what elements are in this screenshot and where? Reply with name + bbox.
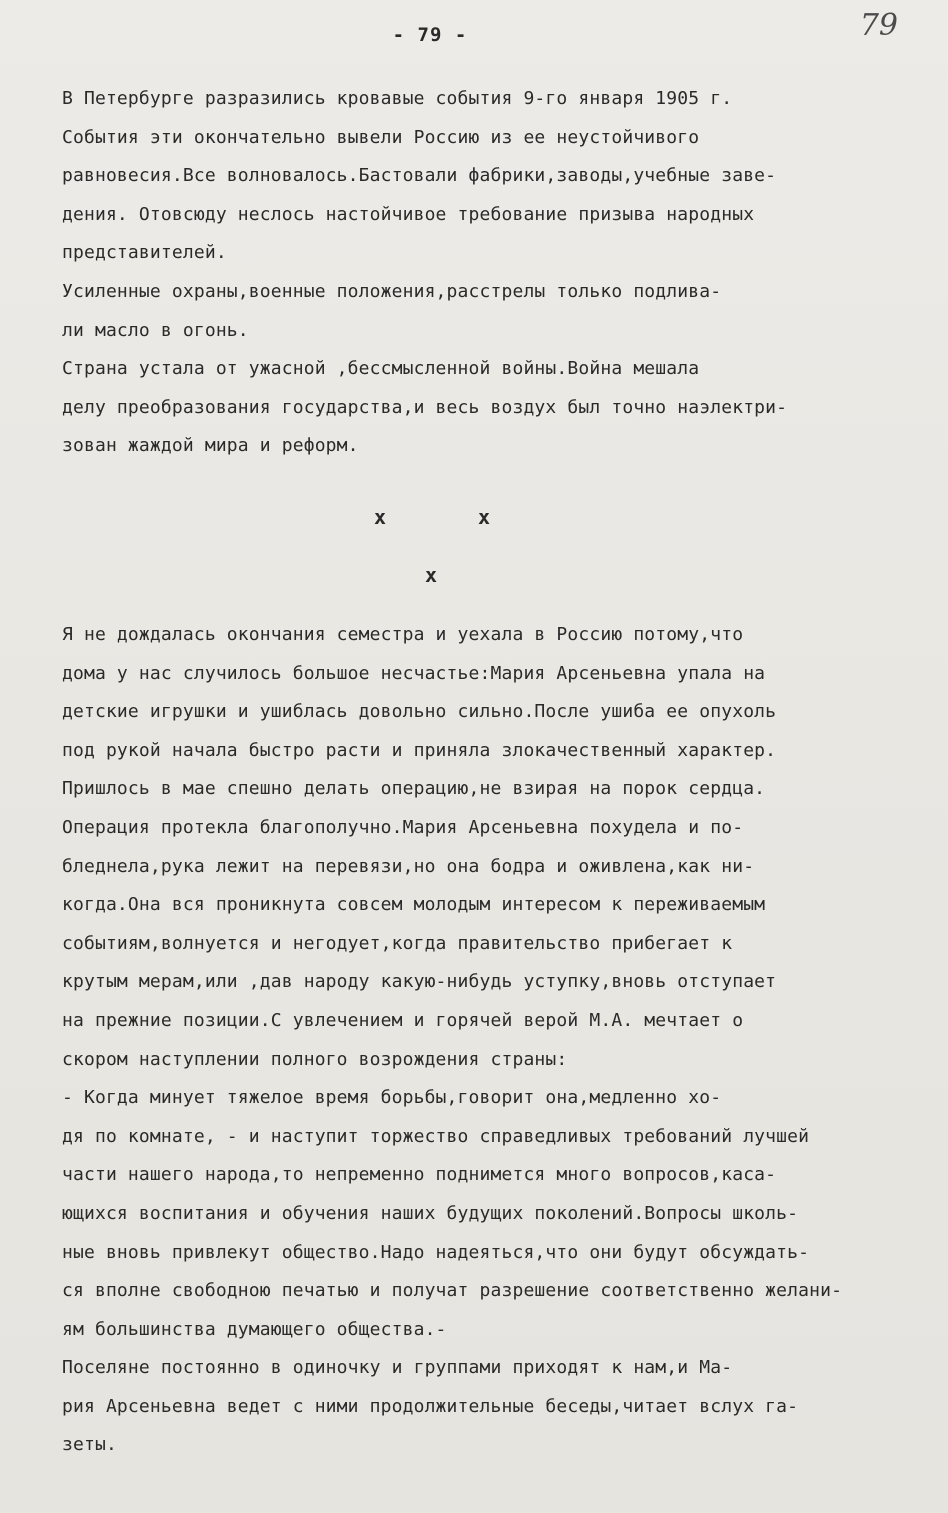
paragraph-block-2 <box>62 616 910 1465</box>
text-line: Я не дождалась окончания семестра и уехала в Россию потому,что <box>62 624 744 645</box>
text-line: - Когда минует тяжелое время борьбы,говорит она,медленно хо- <box>62 1087 722 1109</box>
text-line: ющихся воспитания и обучения наших будущих поколений.Вопросы школь- <box>62 1202 799 1224</box>
text-line: Поселяне постоянно в одиночку и группами приходят к нам,и Ма- <box>62 1357 733 1379</box>
text-line: В Петербурге разразились кровавые события 9-го января 1905 г. <box>62 88 733 109</box>
text-line: дя по комнате, - и наступит торжество справедливых требований лучшей <box>62 1125 810 1147</box>
text-line: событиям,волнуется и негодует,когда правительство прибегает к <box>62 932 733 954</box>
text-line: детские игрушки и ушиблась довольно сильно.После ушиба ее опухоль <box>62 701 777 723</box>
text-line: крутым мерам,или ,дав народу какую-нибудь уступку,вновь отступает <box>62 971 777 993</box>
separator-mark: x <box>478 505 491 529</box>
paragraph-block-1 <box>62 80 910 466</box>
text-line: дения. Отовсюду неслось настойчивое требование призыва народных <box>62 203 755 225</box>
text-line: скором наступлении полного возрождения страны: <box>62 1048 568 1070</box>
text-line: Страна устала от ужасной ,бессмысленной войны.Война мешала <box>62 358 700 380</box>
text-line: бледнела,рука лежит на перевязи,но она бодра и оживлена,как ни- <box>62 855 755 877</box>
text-line: зован жаждой мира и реформ. <box>62 435 359 457</box>
archive-number: 79 <box>859 8 898 43</box>
text-line: под рукой начала быстро расти и приняла злокачественный характер. <box>62 739 777 761</box>
text-line: Операция протекла благополучно.Мария Арсеньевна похудела и по- <box>62 816 744 838</box>
text-line: делу преобразования государства,и весь воздух был точно наэлектри- <box>62 396 788 418</box>
text-line: Пришлось в мае спешно делать операцию,не взирая на порок сердца. <box>62 778 766 800</box>
text-line: когда.Она вся проникнута совсем молодым интересом к переживаемым <box>62 894 766 916</box>
text-line: События эти окончательно вывели Россию из ее неустойчивого <box>62 126 700 148</box>
text-line: равновесия.Все волновалось.Бастовали фабрики,заводы,учебные заве- <box>62 165 777 187</box>
text-line: представителей. <box>62 242 227 264</box>
text-line: Усиленные охраны,военные положения,расстрелы только подлива- <box>62 280 722 302</box>
text-line: ся вполне свободною печатью и получат разрешение соответственно желани- <box>62 1280 843 1302</box>
text-line: рия Арсеньевна ведет с ними продолжительные беседы,читает вслух га- <box>62 1395 799 1417</box>
text-line: ли масло в огонь. <box>62 319 249 341</box>
text-line: зеты. <box>62 1434 117 1456</box>
separator-mark: x <box>425 563 438 587</box>
text-line: ные вновь привлекут общество.Надо надеяться,что они будут обсуждать- <box>62 1241 810 1263</box>
text-line: части нашего народа,то непременно поднимется много вопросов,каса- <box>62 1164 777 1186</box>
text-line: дома у нас случилось большое несчастье:Мария Арсеньевна упала на <box>62 662 766 684</box>
text-line: на прежние позиции.С увлечением и горячей верой М.А. мечтает о <box>62 1009 744 1031</box>
separator-mark: x <box>374 505 387 529</box>
page-number: - 79 - <box>392 24 468 46</box>
text-line: ям большинства думающего общества.- <box>62 1318 447 1340</box>
